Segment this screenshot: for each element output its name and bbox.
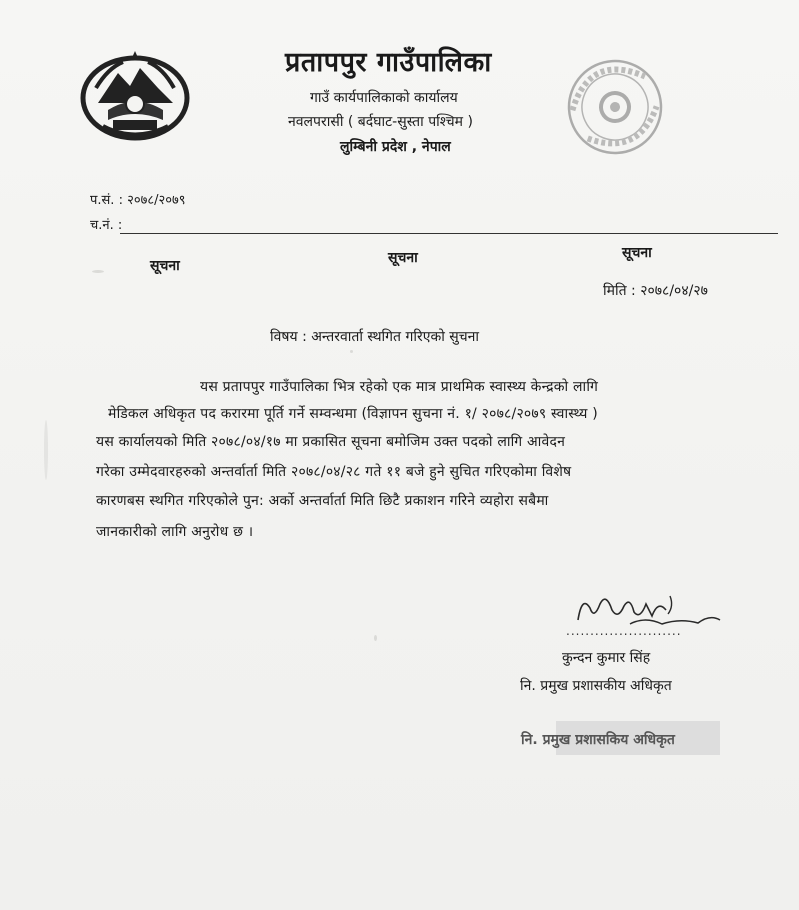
body-line-2: मेडिकल अधिकृत पद करारमा पूर्ति गर्ने सम्वन्धमा (विज्ञापन सुचना नं. १/ २०७८/२०७९ स्वास्थ्य ) xyxy=(108,406,598,422)
scan-mark xyxy=(374,635,377,641)
office-address: नवलपरासी ( बर्दघाट-सुस्ता पश्चिम ) xyxy=(288,114,473,130)
body-line-5: कारणबस स्थगित गरिएकोले पुन: अर्को अन्तर्वार्ता मिति छिटै प्रकाशन गरिने व्यहोरा सबैमा xyxy=(96,493,549,509)
signatory-designation: नि. प्रमुख प्रशासकीय अधिकृत xyxy=(520,678,672,694)
scan-mark xyxy=(350,350,353,353)
office-seal-icon xyxy=(555,52,675,162)
notice-heading-right: सूचना xyxy=(622,245,652,261)
body-line-6: जानकारीको लागि अनुरोध छ । xyxy=(96,524,254,540)
body-line-1: यस प्रतापपुर गाउँपालिका भित्र रहेको एक मात्र प्राथमिक स्वास्थ्य केन्द्रको लागि xyxy=(200,379,599,395)
notice-subject: विषय : अन्तरवार्ता स्थगित गरिएको सुचना xyxy=(270,329,480,345)
signatory-name: कुन्दन कुमार सिंह xyxy=(562,650,651,666)
header-divider xyxy=(120,233,778,234)
province-line: लुम्बिनी प्रदेश , नेपाल xyxy=(340,139,451,155)
scan-mark xyxy=(44,420,48,480)
reference-number: प.सं. : २०७८/२०७९ xyxy=(90,193,186,208)
notice-date: मिति : २०७८/०४/२७ xyxy=(603,283,708,299)
signature-dotted-line: ........................ xyxy=(566,624,682,638)
notice-heading-center: सूचना xyxy=(388,250,418,266)
body-line-4: गरेका उम्मेदवारहरुको अन्तर्वार्ता मिति २०७८/०४/२८ गते ११ बजे हुने सुचित गरिएकोमा विशेष xyxy=(96,464,572,480)
body-line-3: यस कार्यालयको मिति २०७८/०४/१७ मा प्रकासित सूचना बमोजिम उक्त पदको लागि आवेदन xyxy=(96,434,566,450)
dispatch-number: च.नं. : xyxy=(90,218,123,233)
nepal-emblem-icon xyxy=(78,48,193,143)
designation-stamp: नि. प्रमुख प्रशासकिय अधिकृत xyxy=(521,732,675,748)
notice-heading-left: सूचना xyxy=(150,258,180,274)
municipality-title: प्रतापपुर गाउँपालिका xyxy=(285,47,492,78)
scan-mark xyxy=(92,270,104,273)
office-name: गाउँ कार्यपालिकाको कार्यालय xyxy=(310,90,458,106)
